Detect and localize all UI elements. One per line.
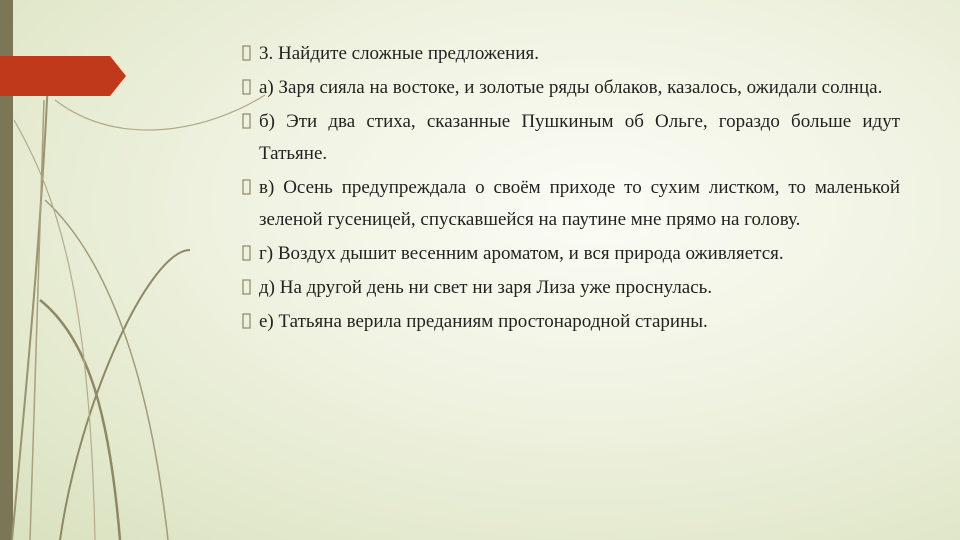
slide-content xyxy=(240,38,900,340)
list-item xyxy=(240,106,900,170)
bullet-icon xyxy=(242,179,252,195)
item-text: а) Заря сияла на востоке, и золотые ряды облаков, казалось, ожидали солнца. xyxy=(259,77,883,98)
item-text: д) На другой день ни свет ни заря Лиза уже проснулась. xyxy=(259,277,713,298)
list-item xyxy=(240,306,900,338)
item-text: 3. Найдите сложные предложения. xyxy=(259,43,539,64)
bullet-icon xyxy=(242,79,252,95)
red-arrow-shape xyxy=(0,56,126,96)
list-item xyxy=(240,38,900,70)
bullet-icon xyxy=(242,45,252,61)
list-item xyxy=(240,238,900,270)
list-item xyxy=(240,272,900,304)
list-item xyxy=(240,72,900,104)
item-text: б) Эти два стиха, сказанные Пушкиным об Ольге, гораздо больше идут Татьяне. xyxy=(259,111,900,164)
bullet-icon xyxy=(242,113,252,129)
bullet-icon xyxy=(242,245,252,261)
bullet-icon xyxy=(242,313,252,329)
item-text: е) Татьяна верила преданиям простонародной старины. xyxy=(259,311,708,332)
item-text: г) Воздух дышит весенним ароматом, и вся природа оживляется. xyxy=(259,243,784,264)
item-text: в) Осень предупреждала о своём приходе то сухим листком, то маленькой зеленой гусеницей, спускавшейся на паутине мне прямо на голову. xyxy=(259,177,900,230)
bullet-icon xyxy=(242,279,252,295)
list-item xyxy=(240,172,900,236)
